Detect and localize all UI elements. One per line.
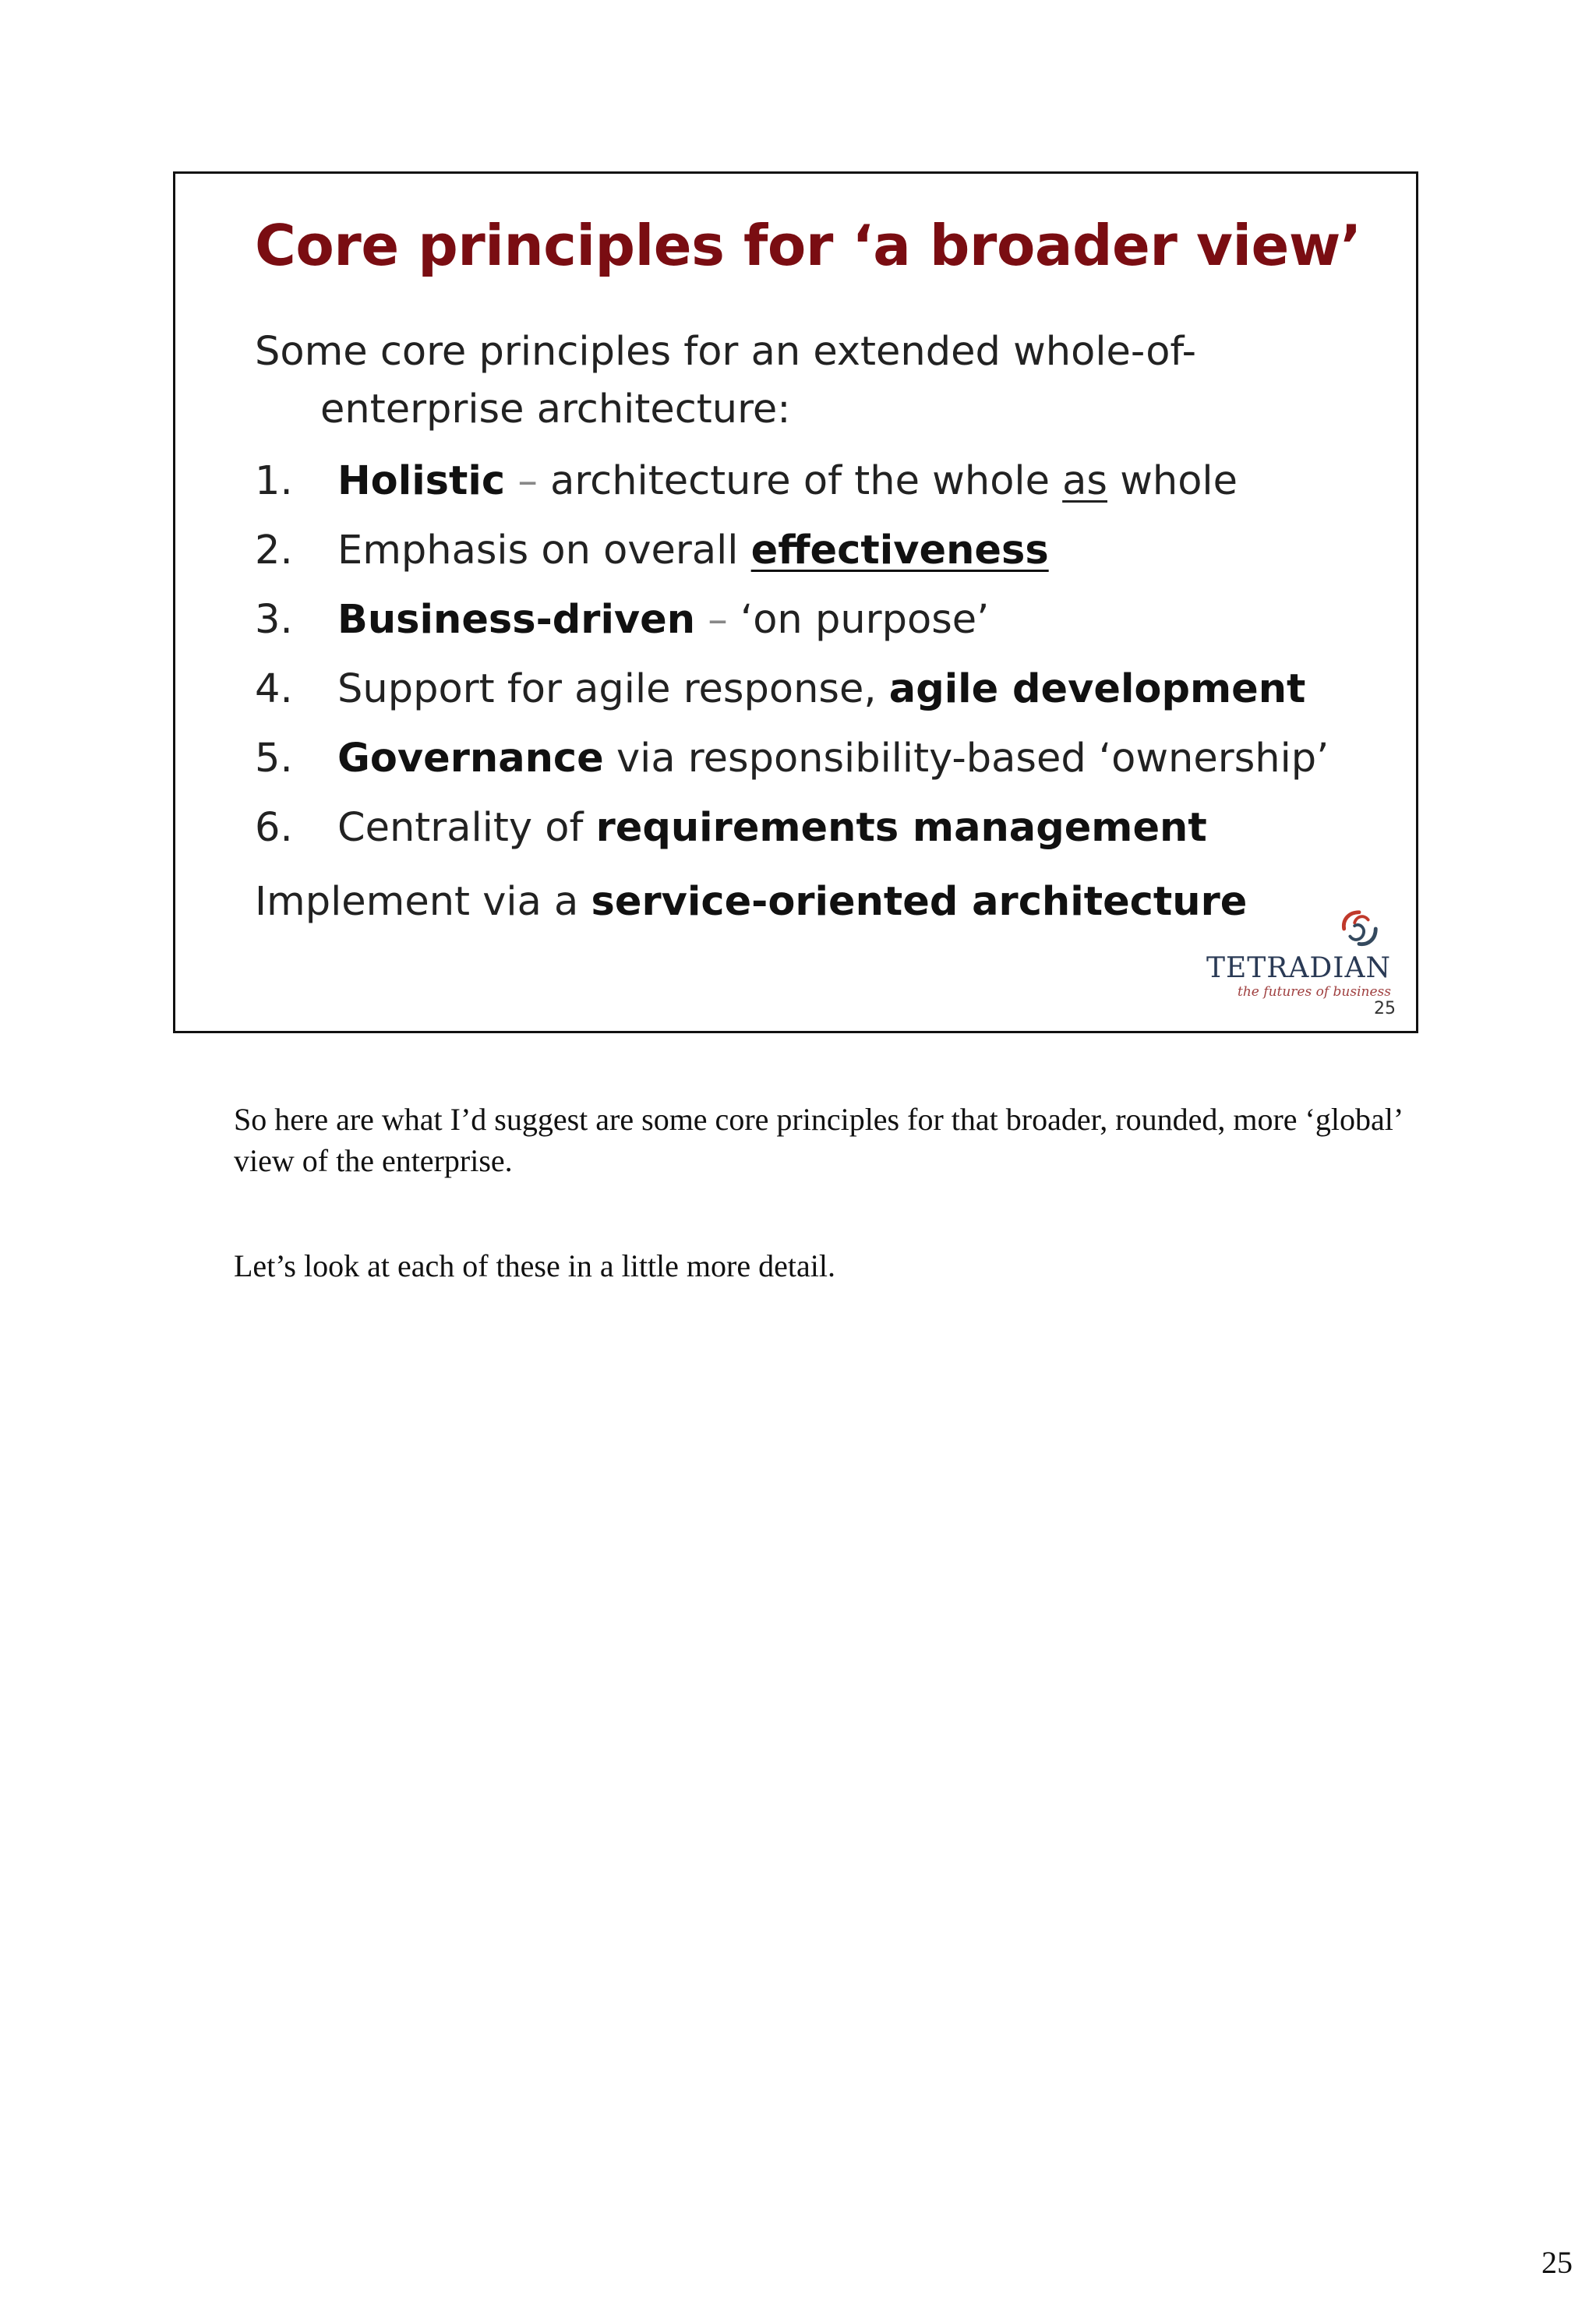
slide-number: 25 [1374,999,1396,1018]
principle-number: 1. [255,458,293,504]
implement-text: Implement via a [255,879,591,925]
principle-number: 5. [255,736,293,782]
principle-dash: – [505,458,551,504]
principle-number: 6. [255,805,293,851]
principle-keyword: Holistic [337,458,506,504]
principle-underlined: as [1062,458,1107,504]
principle-item [255,655,1329,724]
principle-number: 3. [255,597,293,643]
principle-keyword: requirements management [595,805,1207,851]
principle-number: 2. [255,528,293,573]
slide-intro-line1: Some core principles for an extended whole-of- [255,329,1196,375]
implement-keyword: service-oriented architecture [591,879,1248,925]
tetradian-swirl-icon [1336,906,1382,951]
principle-keyword: Business-driven [337,597,696,643]
principles-list [255,446,1329,863]
principle-item [255,724,1329,793]
principle-text: via responsibility-based ‘ownership’ [603,736,1329,782]
principle-dash: – [695,597,741,643]
principle-text: Centrality of [337,805,596,851]
logo-tagline: the futures of business [1238,984,1391,1000]
principle-text: ‘on purpose’ [740,597,990,643]
speaker-notes [234,1099,1403,1350]
principle-text: whole [1107,458,1238,504]
page-number: 25 [1541,2245,1573,2280]
principle-number: 4. [255,666,293,712]
principle-keyword: effectiveness [750,528,1049,573]
tetradian-logo [1204,906,1391,1000]
slide-title: Core principles for ‘a broader view’ [255,213,1361,278]
principle-item [255,585,1329,655]
implement-line [255,879,1247,925]
principle-text: Support for agile response, [337,666,889,712]
principle-keyword: agile development [888,666,1306,712]
principle-item [255,516,1329,585]
logo-name: TETRADIAN [1206,952,1391,984]
slide-intro-line2: enterprise architecture: [320,386,791,432]
slide-intro [255,323,1268,439]
principle-text: Emphasis on overall [337,528,751,573]
principle-text: architecture of the whole [550,458,1063,504]
notes-paragraph: So here are what I’d suggest are some core principles for that broader, rounded, more ‘global’ view of the enterprise. [234,1102,1402,1178]
principle-item [255,793,1329,863]
principle-keyword: Governance [337,736,604,782]
slide [173,171,1418,1033]
notes-paragraph: Let’s look at each of these in a little more detail. [234,1248,835,1283]
principle-item [255,446,1329,516]
